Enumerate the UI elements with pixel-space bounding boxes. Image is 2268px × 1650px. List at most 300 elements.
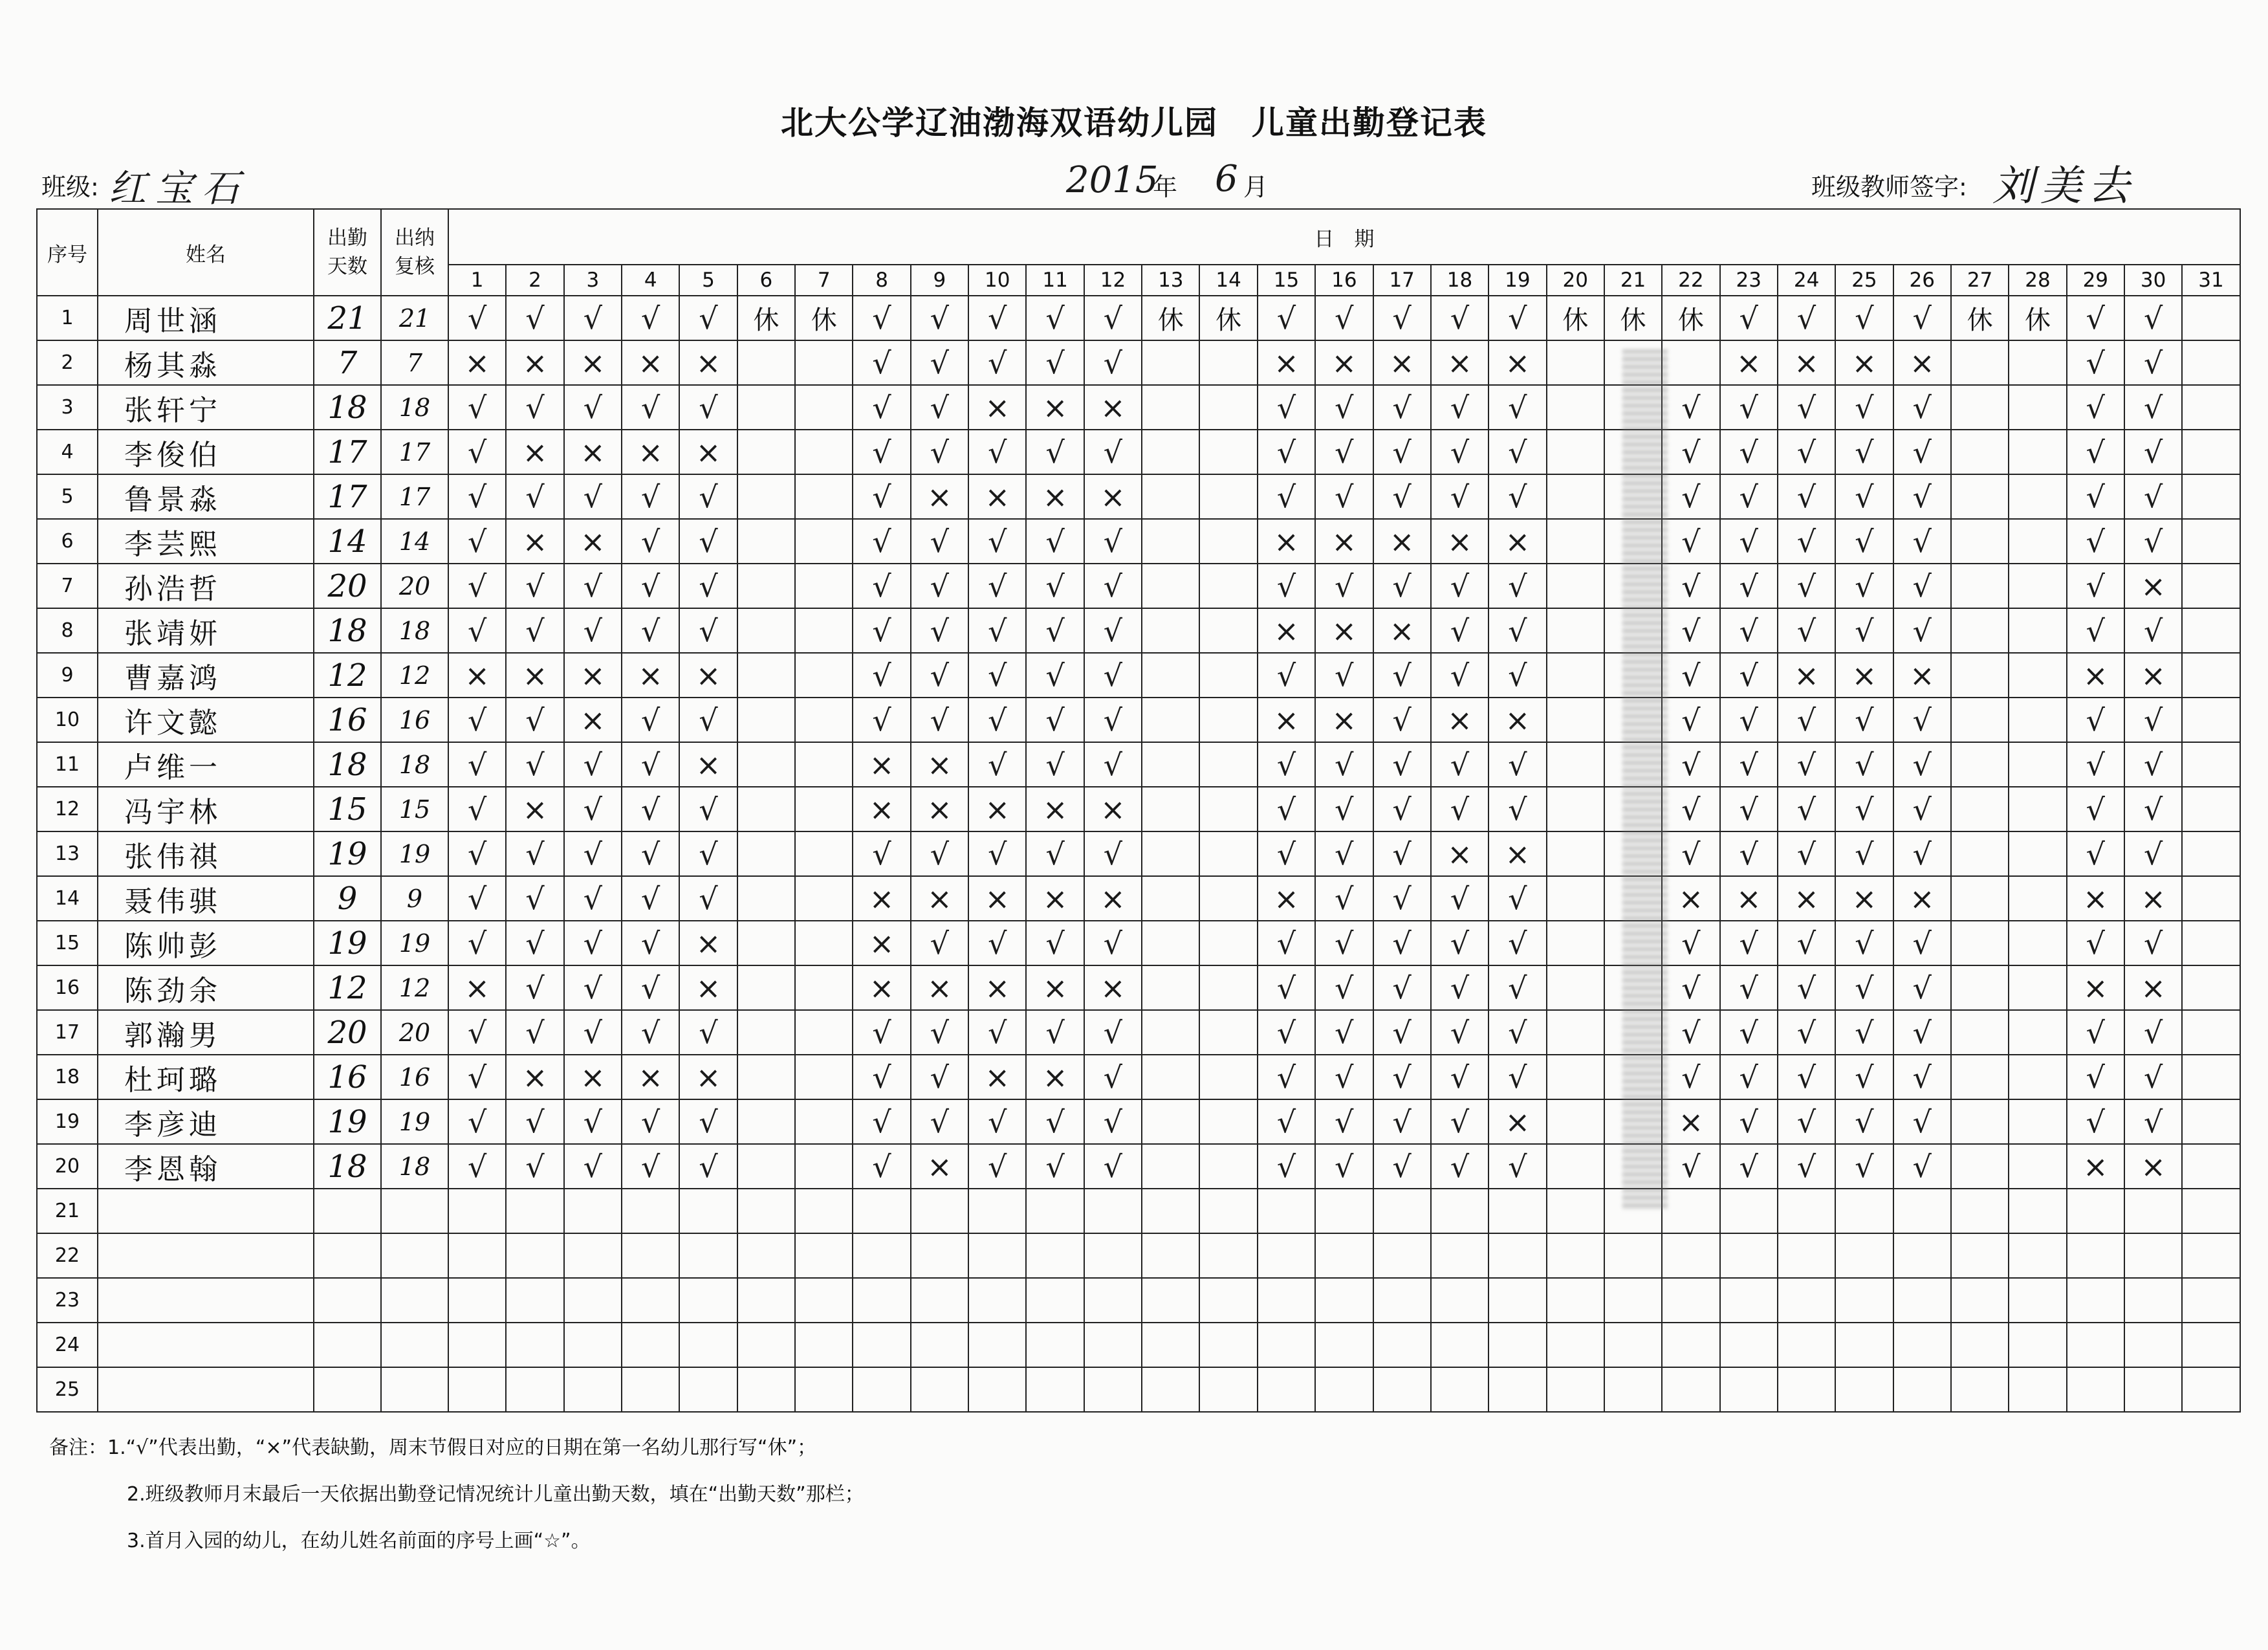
present-mark: √ xyxy=(853,698,910,742)
absent-mark: × xyxy=(448,653,506,698)
table-row xyxy=(37,1367,2240,1412)
attendance-cell xyxy=(1258,1367,1315,1412)
attendance-cell xyxy=(1662,1278,1719,1323)
present-mark: √ xyxy=(1315,787,1373,831)
day-header: 7 xyxy=(795,265,853,296)
attendance-cell xyxy=(1893,1233,1951,1278)
attendance-cell xyxy=(1547,965,1604,1010)
present-mark: √ xyxy=(1778,385,1835,430)
attendance-cell xyxy=(1373,1367,1431,1412)
attendance-cell xyxy=(1778,1367,1835,1412)
absent-mark: × xyxy=(1893,876,1951,921)
present-mark: √ xyxy=(1084,698,1142,742)
present-mark: √ xyxy=(1835,1010,1893,1055)
attendance-cell xyxy=(1662,340,1719,385)
attendance-cell xyxy=(1142,430,1199,474)
present-mark: √ xyxy=(1373,1144,1431,1189)
attendance-cell xyxy=(737,831,795,876)
absent-mark: × xyxy=(1431,831,1488,876)
day-header: 18 xyxy=(1431,265,1488,296)
attendance-cell xyxy=(2182,1278,2240,1323)
table-row xyxy=(37,1099,2240,1144)
present-mark: √ xyxy=(1488,787,1546,831)
present-mark: √ xyxy=(622,1099,679,1144)
attendance-cell xyxy=(1951,474,2009,519)
absent-mark: × xyxy=(679,921,737,965)
present-mark: √ xyxy=(1662,1055,1719,1099)
attendance-cell xyxy=(2009,1099,2066,1144)
attendance-cell xyxy=(1315,1367,1373,1412)
attendance-cell xyxy=(622,1323,679,1367)
present-mark: √ xyxy=(1315,1010,1373,1055)
present-mark: √ xyxy=(1258,564,1315,608)
present-mark: √ xyxy=(1373,296,1431,340)
present-mark: √ xyxy=(1662,787,1719,831)
cashier-check-value: 19 xyxy=(381,921,448,965)
absent-mark: × xyxy=(2124,564,2182,608)
attendance-cell xyxy=(1604,430,1662,474)
absent-mark: × xyxy=(1258,698,1315,742)
attendance-cell xyxy=(2009,340,2066,385)
attendance-cell xyxy=(1604,698,1662,742)
absent-mark: × xyxy=(911,787,968,831)
present-mark: √ xyxy=(1431,742,1488,787)
attendance-cell xyxy=(1604,1189,1662,1233)
present-mark: √ xyxy=(564,1010,622,1055)
header-attend-days: 出勤 天数 xyxy=(314,209,381,296)
attend-days-value: 18 xyxy=(314,1144,381,1189)
present-mark: √ xyxy=(506,1010,563,1055)
attendance-cell xyxy=(2182,430,2240,474)
attendance-cell xyxy=(1142,1099,1199,1144)
present-mark: √ xyxy=(1258,1055,1315,1099)
absent-mark: × xyxy=(564,653,622,698)
day-header: 23 xyxy=(1720,265,1778,296)
child-name: 曹嘉鸿 xyxy=(98,653,314,698)
attendance-cell xyxy=(853,1367,910,1412)
attend-days-value: 15 xyxy=(314,787,381,831)
cashier-check-value: 18 xyxy=(381,608,448,653)
present-mark: √ xyxy=(564,1099,622,1144)
absent-mark: × xyxy=(2067,1144,2124,1189)
attendance-cell xyxy=(1951,1233,2009,1278)
absent-mark: × xyxy=(1835,653,1893,698)
attendance-cell xyxy=(564,1323,622,1367)
present-mark: √ xyxy=(679,787,737,831)
present-mark: √ xyxy=(1662,742,1719,787)
attendance-cell xyxy=(737,1144,795,1189)
attendance-cell xyxy=(795,742,853,787)
present-mark: √ xyxy=(2124,1099,2182,1144)
absent-mark: × xyxy=(1373,608,1431,653)
attendance-cell xyxy=(1662,1367,1719,1412)
child-name: 李俊伯 xyxy=(98,430,314,474)
attend-days-value xyxy=(314,1367,381,1412)
absent-mark: × xyxy=(853,921,910,965)
day-header: 19 xyxy=(1488,265,1546,296)
present-mark: √ xyxy=(1720,474,1778,519)
absent-mark: × xyxy=(1488,519,1546,564)
present-mark: √ xyxy=(853,340,910,385)
absent-mark: × xyxy=(1315,340,1373,385)
present-mark: √ xyxy=(1488,1144,1546,1189)
present-mark: √ xyxy=(622,564,679,608)
present-mark: √ xyxy=(679,608,737,653)
present-mark: √ xyxy=(1084,742,1142,787)
header-date: 日 期 xyxy=(448,209,2240,265)
present-mark: √ xyxy=(1893,474,1951,519)
attendance-cell xyxy=(1835,1323,1893,1367)
attendance-cell xyxy=(1373,1323,1431,1367)
attendance-cell xyxy=(448,1367,506,1412)
present-mark: √ xyxy=(622,698,679,742)
attendance-cell xyxy=(1026,1233,1084,1278)
attendance-cell xyxy=(795,876,853,921)
day-header: 12 xyxy=(1084,265,1142,296)
present-mark: √ xyxy=(1778,921,1835,965)
absent-mark: × xyxy=(1835,876,1893,921)
attendance-cell xyxy=(1142,1010,1199,1055)
child-name: 冯宇林 xyxy=(98,787,314,831)
attendance-cell xyxy=(1951,1055,2009,1099)
absent-mark: × xyxy=(2067,965,2124,1010)
present-mark: √ xyxy=(1662,1010,1719,1055)
attendance-cell xyxy=(2124,1278,2182,1323)
attendance-cell xyxy=(737,474,795,519)
attendance-cell xyxy=(737,1233,795,1278)
attendance-cell xyxy=(1951,1189,2009,1233)
table-row xyxy=(37,876,2240,921)
rest-mark: 休 xyxy=(1604,296,1662,340)
absent-mark: × xyxy=(679,1055,737,1099)
attendance-cell xyxy=(1604,1055,1662,1099)
present-mark: √ xyxy=(1778,698,1835,742)
present-mark: √ xyxy=(968,1099,1026,1144)
attendance-cell xyxy=(795,564,853,608)
attendance-cell xyxy=(737,430,795,474)
present-mark: √ xyxy=(506,742,563,787)
absent-mark: × xyxy=(1084,876,1142,921)
attendance-cell xyxy=(1199,608,1257,653)
attendance-cell xyxy=(795,1144,853,1189)
present-mark: √ xyxy=(1315,1055,1373,1099)
attendance-cell xyxy=(622,1233,679,1278)
attendance-cell xyxy=(795,1323,853,1367)
absent-mark: × xyxy=(1026,385,1084,430)
attendance-cell xyxy=(1199,831,1257,876)
attendance-cell xyxy=(2182,1189,2240,1233)
present-mark: √ xyxy=(1431,564,1488,608)
absent-mark: × xyxy=(1778,653,1835,698)
year-value: 2015 xyxy=(1066,159,1159,201)
present-mark: √ xyxy=(1373,430,1431,474)
attendance-cell xyxy=(1951,831,2009,876)
present-mark: √ xyxy=(448,296,506,340)
attendance-cell xyxy=(1547,340,1604,385)
attendance-cell xyxy=(795,787,853,831)
present-mark: √ xyxy=(1488,296,1546,340)
present-mark: √ xyxy=(1258,831,1315,876)
cashier-check-value: 20 xyxy=(381,1010,448,1055)
attendance-cell xyxy=(2124,1367,2182,1412)
day-header: 24 xyxy=(1778,265,1835,296)
present-mark: √ xyxy=(1258,1144,1315,1189)
present-mark: √ xyxy=(1373,564,1431,608)
attendance-cell xyxy=(968,1323,1026,1367)
absent-mark: × xyxy=(679,430,737,474)
note-1: 备注：1.“√”代表出勤，“×”代表缺勤，周末节假日对应的日期在第一名幼儿那行写“休”； xyxy=(49,1436,817,1459)
attendance-cell xyxy=(1142,653,1199,698)
present-mark: √ xyxy=(1720,742,1778,787)
present-mark: √ xyxy=(2124,608,2182,653)
attendance-cell xyxy=(1951,698,2009,742)
present-mark: √ xyxy=(1431,921,1488,965)
attendance-cell xyxy=(2182,831,2240,876)
present-mark: √ xyxy=(448,1055,506,1099)
attendance-cell xyxy=(2182,1367,2240,1412)
attendance-cell xyxy=(1547,430,1604,474)
present-mark: √ xyxy=(968,430,1026,474)
present-mark: √ xyxy=(1373,1099,1431,1144)
present-mark: √ xyxy=(1720,698,1778,742)
present-mark: √ xyxy=(1315,653,1373,698)
present-mark: √ xyxy=(2124,698,2182,742)
attendance-cell xyxy=(2067,1189,2124,1233)
attend-days-value: 12 xyxy=(314,653,381,698)
attendance-cell xyxy=(795,921,853,965)
present-mark: √ xyxy=(2067,385,2124,430)
attendance-cell xyxy=(795,340,853,385)
attendance-cell xyxy=(1547,876,1604,921)
attendance-cell xyxy=(1547,1055,1604,1099)
present-mark: √ xyxy=(1315,831,1373,876)
attendance-cell xyxy=(2182,742,2240,787)
attendance-cell xyxy=(1951,787,2009,831)
present-mark: √ xyxy=(911,653,968,698)
absent-mark: × xyxy=(622,340,679,385)
attendance-cell xyxy=(1084,1278,1142,1323)
attendance-cell xyxy=(2009,1323,2066,1367)
attendance-cell xyxy=(737,1367,795,1412)
present-mark: √ xyxy=(564,474,622,519)
attendance-cell xyxy=(1893,1323,1951,1367)
present-mark: √ xyxy=(1026,1010,1084,1055)
present-mark: √ xyxy=(1315,296,1373,340)
present-mark: √ xyxy=(1373,698,1431,742)
attendance-cell xyxy=(737,1189,795,1233)
day-header: 17 xyxy=(1373,265,1431,296)
present-mark: √ xyxy=(448,519,506,564)
present-mark: √ xyxy=(2067,1099,2124,1144)
present-mark: √ xyxy=(1084,430,1142,474)
present-mark: √ xyxy=(1893,385,1951,430)
attendance-cell xyxy=(2009,519,2066,564)
present-mark: √ xyxy=(448,564,506,608)
present-mark: √ xyxy=(622,965,679,1010)
attendance-cell xyxy=(679,1233,737,1278)
attendance-cell xyxy=(968,1233,1026,1278)
attendance-cell xyxy=(1547,742,1604,787)
absent-mark: × xyxy=(1258,340,1315,385)
present-mark: √ xyxy=(448,921,506,965)
attendance-cell xyxy=(448,1233,506,1278)
row-seq: 6 xyxy=(37,519,98,564)
attendance-cell xyxy=(795,1233,853,1278)
day-header: 26 xyxy=(1893,265,1951,296)
child-name: 郭瀚男 xyxy=(98,1010,314,1055)
present-mark: √ xyxy=(1315,1099,1373,1144)
attendance-cell xyxy=(2124,1323,2182,1367)
present-mark: √ xyxy=(1315,965,1373,1010)
table-row xyxy=(37,698,2240,742)
table-row xyxy=(37,1055,2240,1099)
cashier-check-value: 20 xyxy=(381,564,448,608)
attendance-cell xyxy=(1720,1233,1778,1278)
day-header: 11 xyxy=(1026,265,1084,296)
attendance-cell xyxy=(1720,1189,1778,1233)
present-mark: √ xyxy=(622,876,679,921)
day-header: 27 xyxy=(1951,265,2009,296)
present-mark: √ xyxy=(1662,608,1719,653)
attendance-cell xyxy=(1951,340,2009,385)
present-mark: √ xyxy=(1488,608,1546,653)
attendance-cell xyxy=(1199,1099,1257,1144)
attendance-cell xyxy=(1951,653,2009,698)
attendance-cell xyxy=(737,1278,795,1323)
present-mark: √ xyxy=(506,876,563,921)
attendance-cell xyxy=(2182,876,2240,921)
present-mark: √ xyxy=(1258,787,1315,831)
attendance-cell xyxy=(1547,831,1604,876)
table-row xyxy=(37,921,2240,965)
row-seq: 15 xyxy=(37,921,98,965)
attendance-cell xyxy=(911,1233,968,1278)
present-mark: √ xyxy=(1373,1055,1431,1099)
present-mark: √ xyxy=(1084,1055,1142,1099)
present-mark: √ xyxy=(1084,519,1142,564)
absent-mark: × xyxy=(968,965,1026,1010)
present-mark: √ xyxy=(1258,653,1315,698)
present-mark: √ xyxy=(622,519,679,564)
present-mark: √ xyxy=(679,564,737,608)
absent-mark: × xyxy=(564,698,622,742)
present-mark: √ xyxy=(1778,1055,1835,1099)
absent-mark: × xyxy=(1315,608,1373,653)
absent-mark: × xyxy=(1662,876,1719,921)
present-mark: √ xyxy=(622,296,679,340)
attendance-cell xyxy=(679,1367,737,1412)
attendance-cell xyxy=(1547,787,1604,831)
present-mark: √ xyxy=(448,698,506,742)
absent-mark: × xyxy=(506,519,563,564)
attendance-cell xyxy=(2009,1055,2066,1099)
present-mark: √ xyxy=(1373,921,1431,965)
table-row xyxy=(37,385,2240,430)
day-header: 8 xyxy=(853,265,910,296)
attendance-cell xyxy=(1835,1278,1893,1323)
table-row xyxy=(37,430,2240,474)
attendance-cell xyxy=(1142,1233,1199,1278)
absent-mark: × xyxy=(679,340,737,385)
absent-mark: × xyxy=(1778,876,1835,921)
attendance-cell xyxy=(1662,1233,1719,1278)
attendance-cell xyxy=(2009,1367,2066,1412)
table-row xyxy=(37,608,2240,653)
present-mark: √ xyxy=(1258,430,1315,474)
present-mark: √ xyxy=(1835,698,1893,742)
attendance-cell xyxy=(1142,1144,1199,1189)
present-mark: √ xyxy=(679,698,737,742)
present-mark: √ xyxy=(448,742,506,787)
present-mark: √ xyxy=(1315,742,1373,787)
absent-mark: × xyxy=(1084,965,1142,1010)
present-mark: √ xyxy=(622,742,679,787)
absent-mark: × xyxy=(1431,698,1488,742)
attendance-cell xyxy=(2009,385,2066,430)
present-mark: √ xyxy=(1315,921,1373,965)
absent-mark: × xyxy=(1026,965,1084,1010)
present-mark: √ xyxy=(853,385,910,430)
absent-mark: × xyxy=(1373,340,1431,385)
present-mark: √ xyxy=(1315,474,1373,519)
present-mark: √ xyxy=(622,787,679,831)
present-mark: √ xyxy=(911,831,968,876)
note-2: 2.班级教师月末最后一天依据出勤登记情况统计儿童出勤天数，填在“出勤天数”那栏； xyxy=(127,1483,864,1506)
present-mark: √ xyxy=(1778,608,1835,653)
attendance-cell xyxy=(622,1367,679,1412)
present-mark: √ xyxy=(1720,1055,1778,1099)
attendance-cell xyxy=(1199,787,1257,831)
attendance-cell xyxy=(1142,519,1199,564)
absent-mark: × xyxy=(1488,340,1546,385)
present-mark: √ xyxy=(1835,742,1893,787)
attendance-cell xyxy=(1142,385,1199,430)
present-mark: √ xyxy=(1258,742,1315,787)
table-row xyxy=(37,831,2240,876)
attendance-cell xyxy=(1199,430,1257,474)
attend-days-value: 19 xyxy=(314,921,381,965)
present-mark: √ xyxy=(506,564,563,608)
present-mark: √ xyxy=(2124,430,2182,474)
attendance-cell xyxy=(1547,608,1604,653)
attendance-cell xyxy=(1951,921,2009,965)
present-mark: √ xyxy=(911,1099,968,1144)
attendance-cell xyxy=(2182,1099,2240,1144)
present-mark: √ xyxy=(1778,831,1835,876)
present-mark: √ xyxy=(448,1099,506,1144)
cashier-check-value: 18 xyxy=(381,385,448,430)
cashier-check-value xyxy=(381,1189,448,1233)
present-mark: √ xyxy=(622,831,679,876)
attendance-cell xyxy=(2009,921,2066,965)
absent-mark: × xyxy=(2124,876,2182,921)
present-mark: √ xyxy=(1893,1010,1951,1055)
cashier-check-value: 7 xyxy=(381,340,448,385)
absent-mark: × xyxy=(506,340,563,385)
attendance-cell xyxy=(2182,1010,2240,1055)
attendance-cell xyxy=(795,1278,853,1323)
present-mark: √ xyxy=(679,1099,737,1144)
attendance-cell xyxy=(1199,1278,1257,1323)
attendance-cell xyxy=(737,1055,795,1099)
absent-mark: × xyxy=(1835,340,1893,385)
present-mark: √ xyxy=(1373,653,1431,698)
absent-mark: × xyxy=(564,430,622,474)
present-mark: √ xyxy=(1315,385,1373,430)
absent-mark: × xyxy=(911,742,968,787)
present-mark: √ xyxy=(506,965,563,1010)
row-seq: 2 xyxy=(37,340,98,385)
